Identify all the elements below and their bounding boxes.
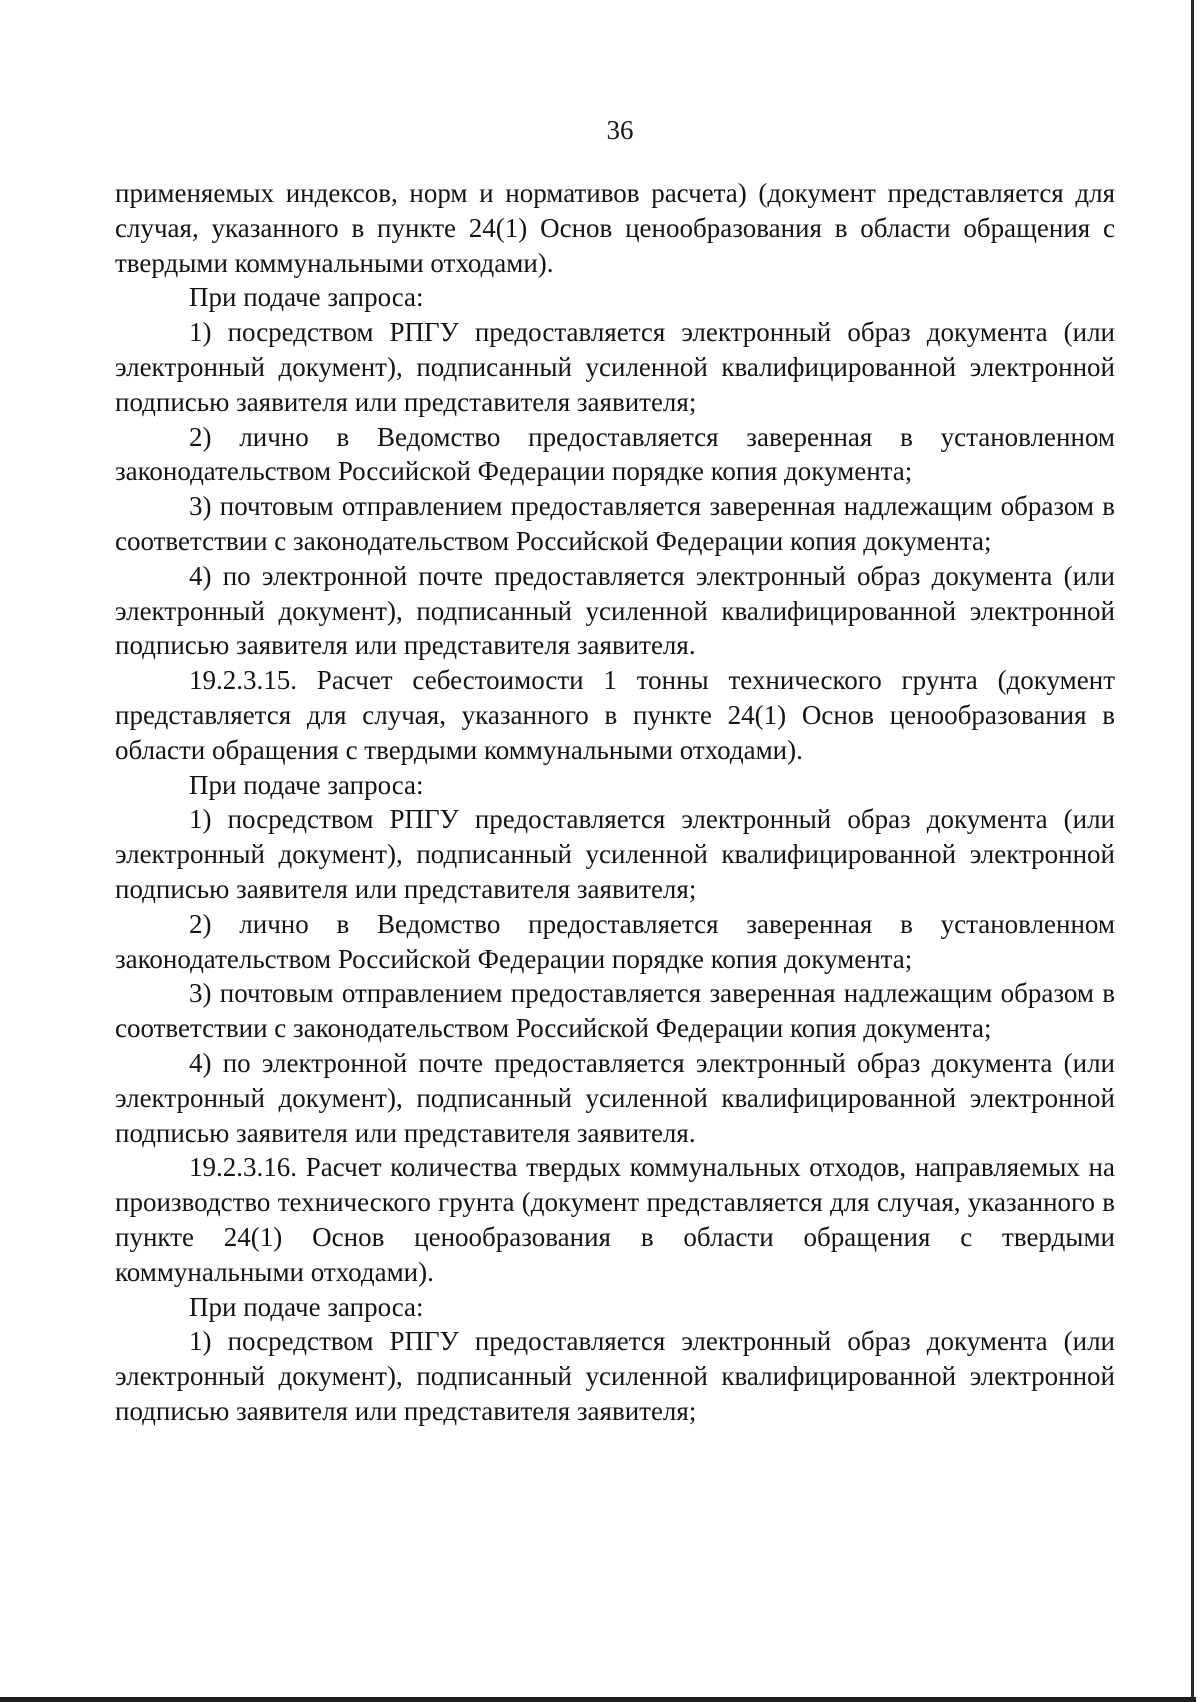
paragraph-item-email: 4) по электронной почте предоставляется электронный образ документа (или электронный документ), подписанный усиленной квалифицированной электронной подписью заявителя или представителя заявителя. — [115, 560, 1115, 661]
paragraph-item-in-person: 2) лично в Ведомство предоставляется заверенная в установленном законодательством Российской Федерации порядке копия документа; — [115, 421, 1115, 487]
paragraph-request-heading: При подаче запроса: — [189, 1291, 424, 1322]
paragraph-item-rpgu: 1) посредством РПГУ предоставляется электронный образ документа (или электронный документ), подписанный усиленной квалифицированной электронной подписью заявителя или представителя заявителя; — [115, 317, 1115, 417]
paragraph-request-heading: При подаче запроса: — [189, 769, 424, 800]
paragraph-section-19-2-3-16: 19.2.3.16. Расчет количества твердых коммунальных отходов, направляемых на производство технического грунта (документ представляется для случая, указанного в пункте 24(1) Основ ценообразования в области обращения с твердыми коммунальными отходами). — [115, 1152, 1115, 1287]
scan-edge-corner — [1162, 1697, 1196, 1702]
paragraph-section-19-2-3-15: 19.2.3.15. Расчет себестоимости 1 тонны технического грунта (документ представляется для случая, указанного в пункте 24(1) Основ ценообразования в области обращения с твердыми коммунальными отходами). — [115, 665, 1115, 765]
paragraph-item-rpgu: 1) посредством РПГУ предоставляется электронный образ документа (или электронный документ), подписанный усиленной квалифицированной электронной подписью заявителя или представителя заявителя; — [115, 804, 1115, 904]
paragraph-item-in-person: 2) лично в Ведомство предоставляется заверенная в установленном законодательством Российской Федерации порядке копия документа; — [115, 908, 1115, 974]
paragraph-item-postal: 3) почтовым отправлением предоставляется заверенная надлежащим образом в соответствии с законодательством Российской Федерации копия документа; — [115, 491, 1115, 556]
paragraph-request-heading: При подаче запроса: — [189, 282, 424, 313]
paragraph-item-rpgu: 1) посредством РПГУ предоставляется электронный образ документа (или электронный документ), подписанный усиленной квалифицированной электронной подписью заявителя или представителя заявителя; — [115, 1326, 1115, 1426]
scan-edge-right — [1191, 0, 1194, 1702]
paragraph-continuation: применяемых индексов, норм и нормативов расчета) (документ представляется для случая, указанного в пункте 24(1) Основ ценообразования в области обращения с твердыми коммунальными отходами). — [115, 178, 1115, 278]
page-number: 36 — [606, 115, 634, 145]
scan-edge-bottom — [0, 1697, 1167, 1702]
paragraph-item-email: 4) по электронной почте предоставляется электронный образ документа (или электронный документ), подписанный усиленной квалифицированной электронной подписью заявителя или представителя заявителя. — [115, 1047, 1115, 1148]
paragraph-item-postal: 3) почтовым отправлением предоставляется заверенная надлежащим образом в соответствии с законодательством Российской Федерации копия документа; — [115, 978, 1115, 1044]
document-body — [115, 176, 1115, 1429]
